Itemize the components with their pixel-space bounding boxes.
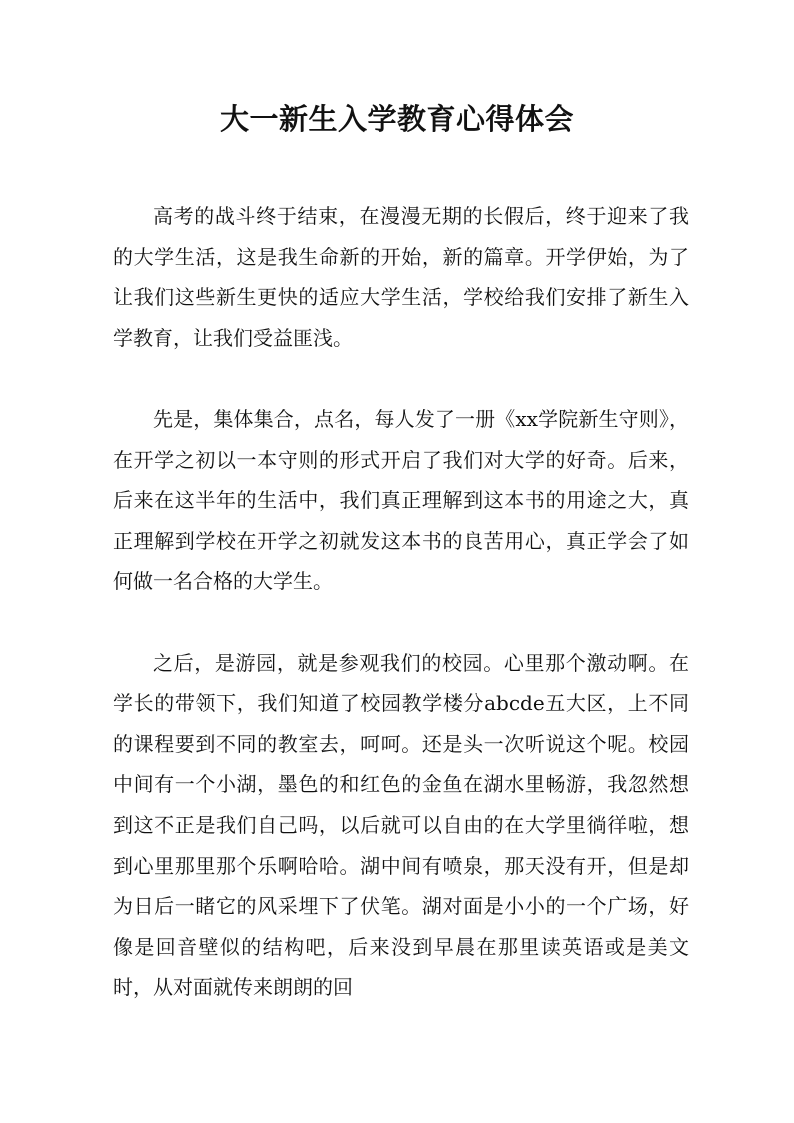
paragraph-1: 高考的战斗终于结束，在漫漫无期的长假后，终于迎来了我的大学生活，这是我生命新的开始，新的篇章。开学伊始，为了让我们这些新生更快的适应大学生活，学校给我们安排了新生入学教育，让我们受益匪浅。 [113,204,689,350]
paragraph-3: 之后，是游园，就是参观我们的校园。心里那个激动啊。在学长的带领下，我们知道了校园教学楼分abcde五大区，上不同的课程要到不同的教室去，呵呵。还是头一次听说这个呢。校园中间有一个小湖，墨色的和红色的金鱼在湖水里畅游，我忽然想到这不正是我们自己吗，以后就可以自由的在大学里徜徉啦，想到心里那里那个乐啊哈哈。湖中间有喷泉，那天没有开，但是却为日后一睹它的风采埋下了伏笔。湖对面是小小的一个广场，好像是回音壁似的结构吧，后来没到早晨在那里读英语或是美文时，从对面就传来朗朗的回 [113,650,689,1000]
paragraph-2: 先是，集体集合，点名，每人发了一册《xx学院新生守则》，在开学之初以一本守则的形式开启了我们对大学的好奇。后来，后来在这半年的生活中，我们真正理解到这本书的用途之大，真正理解到学校在开学之初就发这本书的良苦用心，真正学会了如何做一名合格的大学生。 [113,406,689,594]
document-title: 大一新生入学教育心得体会 [219,102,574,136]
document-body [113,196,689,1048]
